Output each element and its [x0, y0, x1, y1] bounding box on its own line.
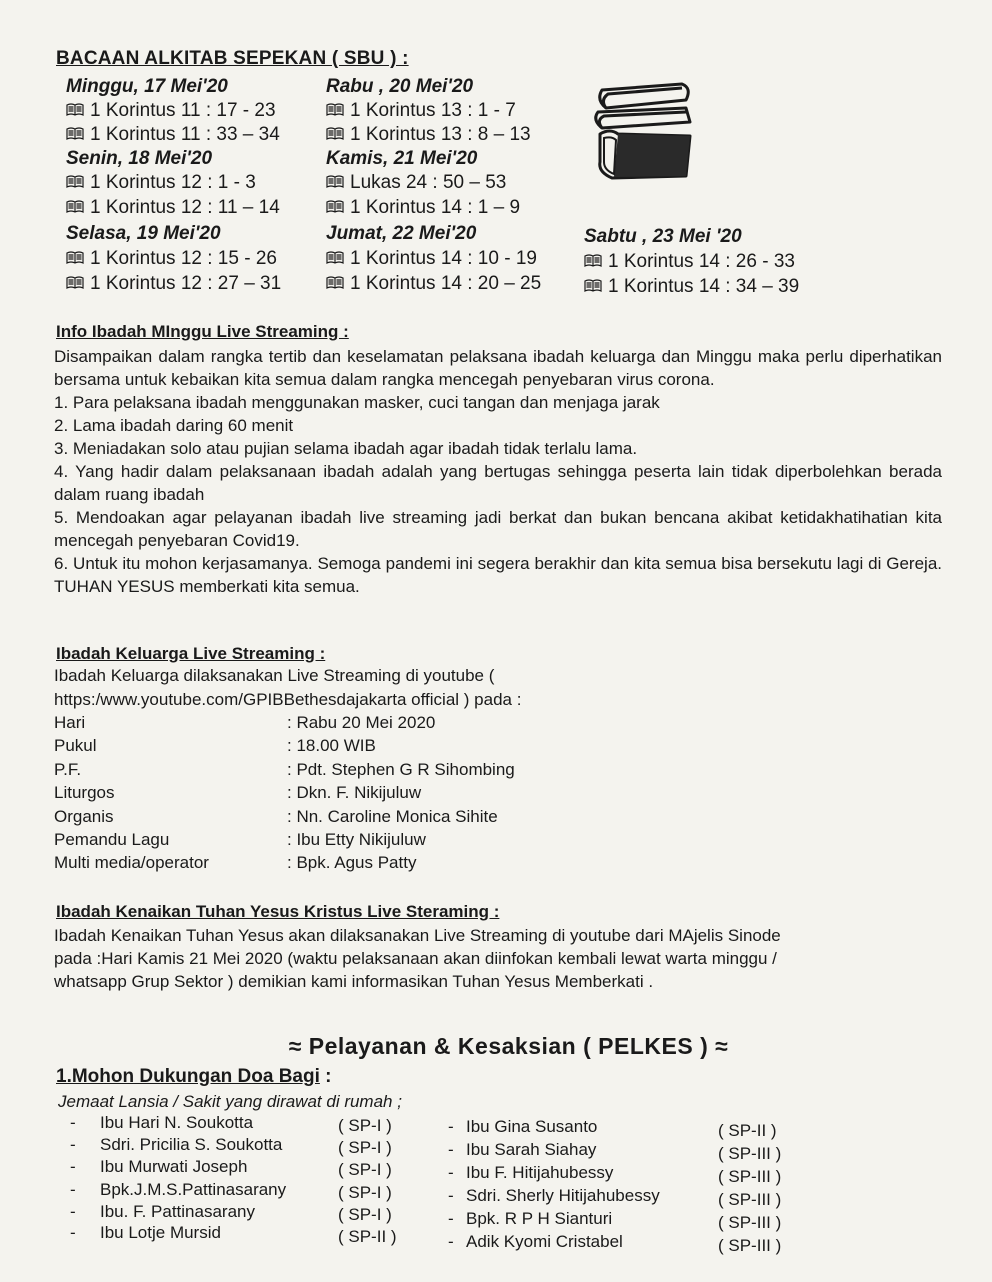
keluarga-line: Ibadah Keluarga dilaksanakan Live Streaming di youtube (: [54, 666, 495, 685]
info-item: 3. Meniadakan solo atau pujian selama ibadah agar ibadah tidak terlalu lama.: [54, 439, 638, 458]
sbu-day-selasa: Selasa, 19 Mei'20: [66, 223, 221, 244]
prayer-name: Ibu F. Hitijahubessy: [466, 1163, 614, 1182]
list-bullet: -: [70, 1202, 76, 1221]
list-bullet: -: [448, 1163, 454, 1182]
prayer-sector: ( SP-III ): [718, 1167, 782, 1186]
open-book-icon: [326, 274, 344, 287]
sbu-day-sabtu: Sabtu , 23 Mei '20: [584, 226, 742, 247]
open-book-icon: [66, 274, 84, 287]
list-bullet: -: [448, 1209, 454, 1228]
keluarga-row-label: Pemandu Lagu: [54, 830, 170, 849]
prayer-name: Ibu. F. Pattinasarany: [100, 1202, 255, 1221]
sbu-reading-text: 1 Korintus 14 : 20 – 25: [350, 273, 542, 294]
sbu-reading-text: 1 Korintus 12 : 1 - 3: [90, 172, 256, 193]
sbu-reading-text: 1 Korintus 14 : 26 - 33: [608, 251, 795, 272]
prayer-sector: ( SP-II ): [718, 1121, 777, 1140]
prayer-sector: ( SP-I ): [338, 1160, 392, 1179]
prayer-request-heading-text: 1.Mohon Dukungan Doa Bagi: [56, 1066, 320, 1087]
keluarga-row-label: Pukul: [54, 736, 97, 755]
sbu-day-senin: Senin, 18 Mei'20: [66, 148, 213, 169]
prayer-name: Ibu Sarah Siahay: [466, 1140, 597, 1159]
info-item: 4. Yang hadir dalam pelaksanaan ibadah adalah yang bertugas sehingga peserta lain tidak diperbolehkan berada dalam ruang ibadah: [54, 462, 942, 504]
sbu-reading: [66, 273, 281, 295]
pelkes-title-wrap: [0, 1033, 992, 1060]
sbu-reading-text: Lukas 24 : 50 – 53: [350, 172, 507, 193]
sbu-reading: [326, 248, 537, 270]
open-book-icon: [326, 198, 344, 211]
sbu-reading: [326, 100, 516, 122]
sbu-reading-text: 1 Korintus 12 : 15 - 26: [90, 248, 277, 269]
sbu-reading-text: 1 Korintus 14 : 34 – 39: [608, 276, 800, 297]
info-item: 1. Para pelaksana ibadah menggunakan masker, cuci tangan dan menjaga jarak: [54, 393, 660, 412]
sbu-reading: [66, 197, 280, 219]
sbu-reading: [66, 172, 256, 194]
prayer-sector: ( SP-I ): [338, 1183, 392, 1202]
sbu-title: BACAAN ALKITAB SEPEKAN ( SBU ) :: [56, 48, 409, 69]
list-bullet: -: [448, 1232, 454, 1251]
sbu-reading-text: 1 Korintus 13 : 8 – 13: [350, 124, 531, 145]
prayer-name: Ibu Murwati Joseph: [100, 1157, 248, 1176]
pelkes-title: ≈ Pelayanan & Kesaksian ( PELKES ) ≈: [288, 1033, 729, 1059]
open-book-icon: [66, 173, 84, 186]
sbu-reading: [326, 197, 520, 219]
prayer-name: Bpk.J.M.S.Pattinasarany: [100, 1180, 287, 1199]
sbu-reading: [66, 124, 280, 146]
prayer-request-heading-colon: :: [319, 1066, 332, 1087]
prayer-sector: ( SP-III ): [718, 1190, 782, 1209]
open-book-icon: [66, 198, 84, 211]
kenaikan-line: pada :Hari Kamis 21 Mei 2020 (waktu pelaksanaan akan diinfokan kembali lewat warta minggu /: [54, 949, 777, 968]
stack-of-books-icon: [590, 78, 700, 188]
keluarga-heading: Ibadah Keluarga Live Streaming :: [56, 644, 326, 663]
keluarga-row-label: Hari: [54, 713, 86, 732]
prayer-sector: ( SP-III ): [718, 1236, 782, 1255]
prayer-name: Sdri. Pricilia S. Soukotta: [100, 1135, 283, 1154]
info-item: 2. Lama ibadah daring 60 menit: [54, 416, 294, 435]
open-book-icon: [326, 125, 344, 138]
sbu-reading-text: 1 Korintus 13 : 1 - 7: [350, 100, 516, 121]
sbu-reading-text: 1 Korintus 11 : 17 - 23: [90, 100, 276, 121]
keluarga-row-label: Organis: [54, 807, 114, 826]
prayer-name: Ibu Gina Susanto: [466, 1117, 598, 1136]
sbu-reading: [584, 276, 799, 298]
sbu-reading-text: 1 Korintus 14 : 10 - 19: [350, 248, 537, 269]
sbu-reading-text: 1 Korintus 11 : 33 – 34: [90, 124, 280, 145]
open-book-icon: [584, 252, 602, 265]
kenaikan-heading: Ibadah Kenaikan Tuhan Yesus Kristus Live Steraming :: [56, 902, 500, 921]
prayer-name: Sdri. Sherly Hitijahubessy: [466, 1186, 660, 1205]
prayer-sector: ( SP-III ): [718, 1144, 782, 1163]
open-book-icon: [66, 249, 84, 262]
kenaikan-line: Ibadah Kenaikan Tuhan Yesus akan dilaksanakan Live Streaming di youtube dari MAjelis Sinode: [54, 926, 781, 945]
prayer-name: Bpk. R P H Sianturi: [466, 1209, 613, 1228]
keluarga-row-label: P.F.: [54, 760, 82, 779]
prayer-name: Ibu Lotje Mursid: [100, 1223, 221, 1242]
sbu-day-jumat: Jumat, 22 Mei'20: [326, 223, 477, 244]
prayer-sector: ( SP-I ): [338, 1116, 392, 1135]
keluarga-row-value: : 18.00 WIB: [287, 736, 376, 755]
sbu-day-rabu: Rabu , 20 Mei'20: [326, 76, 474, 97]
sbu-day-minggu: Minggu, 17 Mei'20: [66, 76, 228, 97]
sbu-reading: [326, 172, 506, 194]
kenaikan-line: whatsapp Grup Sektor ) demikian kami informasikan Tuhan Yesus Memberkati .: [54, 972, 654, 991]
prayer-category: Jemaat Lansia / Sakit yang dirawat di rumah ;: [58, 1092, 402, 1111]
info-intro: Disampaikan dalam rangka tertib dan keselamatan pelaksana ibadah keluarga dan Minggu maka perlu diperhatikan bersama untuk kebaikan kita semua dalam rangka mencegah penyebaran virus corona.: [54, 347, 942, 389]
sbu-reading-text: 1 Korintus 12 : 27 – 31: [90, 273, 282, 294]
list-bullet: -: [70, 1113, 76, 1132]
sbu-reading-text: 1 Korintus 14 : 1 – 9: [350, 197, 521, 218]
open-book-icon: [326, 101, 344, 114]
keluarga-row-value: : Ibu Etty Nikijuluw: [287, 830, 426, 849]
keluarga-row-value: : Pdt. Stephen G R Sihombing: [287, 760, 515, 779]
list-bullet: -: [448, 1140, 454, 1159]
keluarga-row-value: : Dkn. F. Nikijuluw: [287, 783, 422, 802]
list-bullet: -: [70, 1157, 76, 1176]
sbu-day-kamis: Kamis, 21 Mei'20: [326, 148, 478, 169]
keluarga-row-value: : Rabu 20 Mei 2020: [287, 713, 436, 732]
prayer-sector: ( SP-II ): [338, 1227, 397, 1246]
open-book-icon: [66, 125, 84, 138]
info-item: 6. Untuk itu mohon kerjasamanya. Semoga pandemi ini segera berakhir dan kita semua bisa bersekutu lagi di Gereja. TUHAN YESUS memberkati kita semua.: [54, 554, 942, 596]
info-item: 5. Mendoakan agar pelayanan ibadah live streaming jadi berkat dan bukan bencana akibat ketidakhatihatian kita mencegah penyebaran Covid19.: [54, 508, 942, 550]
keluarga-row-label: Liturgos: [54, 783, 115, 802]
sbu-reading: [584, 251, 795, 273]
prayer-sector: ( SP-I ): [338, 1138, 392, 1157]
sbu-reading: [66, 248, 277, 270]
open-book-icon: [326, 173, 344, 186]
keluarga-row-label: Multi media/operator: [54, 853, 209, 872]
info-ibadah-heading: Info Ibadah MInggu Live Streaming :: [56, 322, 349, 341]
prayer-name: Adik Kyomi Cristabel: [466, 1232, 623, 1251]
open-book-icon: [584, 277, 602, 290]
list-bullet: -: [448, 1186, 454, 1205]
sbu-reading: [326, 124, 531, 146]
list-bullet: -: [448, 1117, 454, 1136]
keluarga-link-line: https:/www.youtube.com/GPIBBethesdajakarta official ) pada :: [54, 690, 522, 709]
sbu-reading: [326, 273, 541, 295]
keluarga-row-value: : Bpk. Agus Patty: [287, 853, 417, 872]
open-book-icon: [66, 101, 84, 114]
list-bullet: -: [70, 1223, 76, 1242]
list-bullet: -: [70, 1135, 76, 1154]
prayer-request-heading: [56, 1066, 332, 1088]
sbu-reading: [66, 100, 276, 122]
prayer-sector: ( SP-III ): [718, 1213, 782, 1232]
open-book-icon: [326, 249, 344, 262]
list-bullet: -: [70, 1180, 76, 1199]
prayer-name: Ibu Hari N. Soukotta: [100, 1113, 254, 1132]
sbu-reading-text: 1 Korintus 12 : 11 – 14: [90, 197, 280, 218]
prayer-sector: ( SP-I ): [338, 1205, 392, 1224]
keluarga-row-value: : Nn. Caroline Monica Sihite: [287, 807, 498, 826]
info-ibadah-body: [54, 345, 942, 598]
